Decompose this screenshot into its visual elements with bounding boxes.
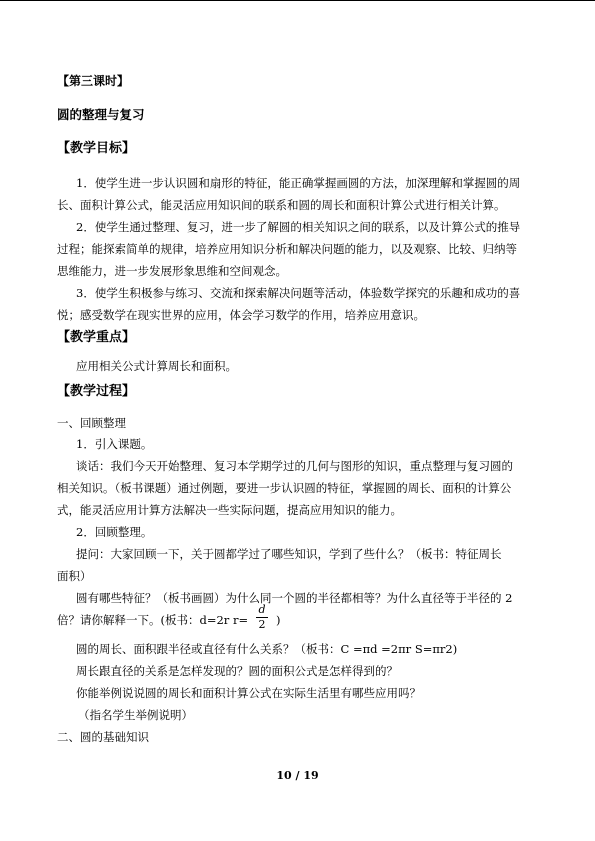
goal-line: 思维能力，进一步发展形象思维和空间观念。: [57, 264, 287, 278]
goal-line: 1．使学生进一步认识圆和扇形的特征，能正确掌握画圆的方法，加深理解和掌握圆的周: [76, 176, 521, 190]
key-point-text: 应用相关公式计算周长和面积。: [76, 359, 237, 373]
page-number: 10 / 19: [276, 769, 319, 782]
goal-line: 长、面积计算公式，能灵活应用知识间的联系和圆的周长和面积计算公式进行相关计算。: [57, 198, 506, 212]
process-line: 二、圆的基础知识: [57, 730, 149, 744]
process-line: 式，能灵活应用计算方法解决一些实际问题，提高应用知识的能力。: [57, 503, 402, 517]
fraction-numerator: d: [258, 603, 266, 616]
process-line: 圆的周长、面积跟半径或直径有什么关系？（板书：C =πd =2πr S=πr2): [76, 642, 458, 656]
process-line: （指名学生举例说明）: [78, 708, 193, 722]
section-heading-goals: 【教学目标】: [57, 141, 136, 156]
process-line: 你能举例说说圆的周长和面积计算公式在实际生活里有哪些应用吗？: [76, 686, 421, 700]
section-heading-process: 【教学过程】: [57, 384, 136, 399]
section-heading-key-points: 【教学重点】: [57, 330, 136, 345]
goal-line: 2．使学生通过整理、复习，进一步了解圆的相关知识之间的联系，以及计算公式的推导: [76, 220, 521, 234]
process-line: 1．引入课题。: [76, 437, 153, 451]
process-line: 提问：大家回顾一下，关于圆都学过了哪些知识，学到了些什么？（板书：特征周长: [76, 547, 502, 561]
lesson-header: 【第三课时】: [57, 74, 130, 88]
process-line: 2．回顾整理。: [76, 525, 153, 539]
process-line: 倍？请你解释一下。(板书：d=2r r=: [57, 613, 249, 627]
process-line: 相关知识。（板书课题）通过例题，要进一步认识圆的特征，掌握圆的周长、面积的计算公: [57, 481, 512, 495]
goal-line: 3．使学生积极参与练习、交流和探索解决问题等活动，体验数学探究的乐趣和成功的喜: [76, 286, 521, 300]
page-top-rule: [0, 0, 595, 1]
process-line: ): [276, 613, 281, 627]
process-line: 一、回顾整理: [57, 416, 126, 430]
process-line: 谈话：我们今天开始整理、复习本学期学过的几何与图形的知识，重点整理与复习圆的: [76, 459, 513, 473]
process-line: 面积）: [57, 569, 92, 583]
process-line: 周长跟直径的关系是怎样发现的？圆的面积公式是怎样得到的？: [76, 664, 398, 678]
goal-line: 悦；感受数学在现实世界的应用，体会学习数学的作用，培养应用意识。: [57, 308, 425, 322]
lesson-topic: 圆的整理与复习: [57, 107, 145, 122]
fraction-denominator: 2: [258, 618, 266, 631]
process-line: 圆有哪些特征？（板书画圆）为什么同一个圆的半径都相等？为什么直径等于半径的 2: [76, 591, 513, 605]
goal-line: 过程；能探索简单的规律，培养应用知识分析和解决问题的能力，以及观察、比较、归纳等: [57, 242, 517, 256]
fraction-d-over-2: [254, 604, 270, 631]
